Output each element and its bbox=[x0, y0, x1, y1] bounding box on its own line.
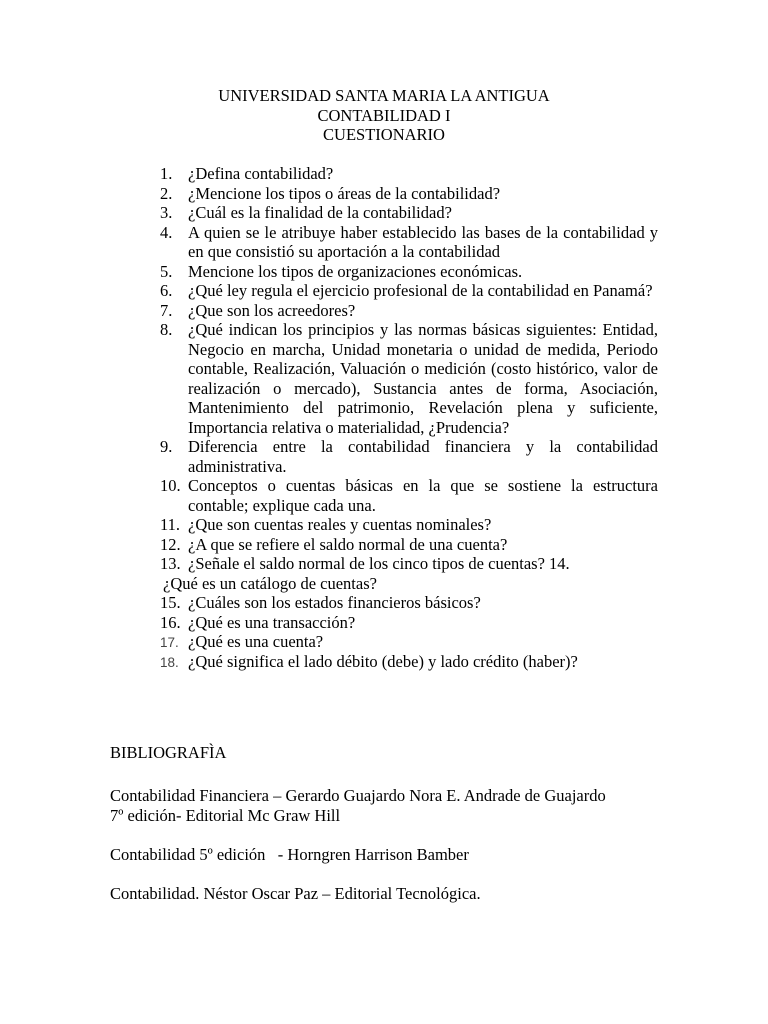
bibliography-entry-line: Contabilidad. Néstor Oscar Paz – Editorial Tecnológica. bbox=[110, 884, 481, 903]
question-item bbox=[0, 184, 658, 204]
question-number: 12. bbox=[160, 534, 181, 554]
question-number: 2. bbox=[160, 183, 173, 203]
document-header bbox=[110, 86, 658, 145]
course-name: CONTABILIDAD I bbox=[317, 105, 451, 125]
question-number: 5. bbox=[160, 261, 173, 281]
question-text: ¿Cuáles son los estados financieros básicos? bbox=[188, 593, 481, 612]
question-item bbox=[0, 593, 658, 613]
question-number: 1. bbox=[160, 164, 173, 183]
question-text: ¿Qué significa el lado débito (debe) y lado crédito (haber)? bbox=[188, 651, 578, 671]
question-item bbox=[0, 281, 658, 301]
question-number: 3. bbox=[160, 203, 173, 222]
bibliography-entry bbox=[110, 786, 670, 825]
question-item bbox=[0, 320, 658, 437]
question-item bbox=[0, 515, 658, 535]
question-item bbox=[0, 535, 658, 555]
question-item bbox=[0, 632, 658, 652]
document-title: CUESTIONARIO bbox=[323, 125, 445, 144]
question-item bbox=[0, 613, 658, 633]
question-text: ¿Qué es una cuenta? bbox=[188, 632, 324, 651]
university-name: UNIVERSIDAD SANTA MARIA LA ANTIGUA bbox=[218, 86, 550, 105]
question-text: ¿Señale el saldo normal de los cinco tipos de cuentas? 14. bbox=[188, 554, 570, 573]
question-item bbox=[0, 223, 658, 262]
question-number: 13. bbox=[160, 554, 181, 573]
question-item bbox=[0, 164, 658, 184]
bibliography-entry bbox=[110, 845, 670, 865]
bibliography-heading: BIBLIOGRAFÌA bbox=[110, 743, 227, 762]
question-text: Mencione los tipos de organizaciones económicas. bbox=[188, 261, 523, 281]
question-text: ¿Cuál es la finalidad de la contabilidad? bbox=[188, 203, 452, 222]
question-number: 10. bbox=[160, 476, 181, 495]
question-text: ¿Qué indican los principios y las normas básicas siguientes: Entidad, Negocio en marcha, Unidad monetaria o unidad de medida, Periodo contable, Realización, Valuación o medición (costo histórico, valor de realización o mercado), Sustancia antes de forma, Asociación, Mantenimiento del patrimonio, Revelación plena y suficiente, Importancia relativa o materialidad, ¿Prudencia? bbox=[188, 320, 658, 437]
bibliography-entry bbox=[110, 884, 670, 904]
question-item bbox=[0, 554, 658, 574]
question-item bbox=[0, 262, 658, 282]
question-text: ¿Defina contabilidad? bbox=[188, 164, 334, 183]
question-number: 16. bbox=[160, 612, 181, 632]
question-text: Conceptos o cuentas básicas en la que se sostiene la estructura contable; explique cada una. bbox=[188, 476, 658, 515]
question-item bbox=[0, 301, 658, 321]
question-item bbox=[0, 652, 658, 672]
question-list bbox=[0, 164, 768, 671]
bibliography-entry-line: Contabilidad 5º edición - Horngren Harrison Bamber bbox=[110, 845, 469, 864]
question-number: 7. bbox=[160, 300, 173, 320]
question-text: ¿Qué es un catálogo de cuentas? bbox=[163, 573, 377, 593]
question-number: 18. bbox=[160, 654, 179, 670]
question-text: ¿Qué ley regula el ejercicio profesional de la contabilidad en Panamá? bbox=[188, 281, 653, 300]
question-number: 17. bbox=[160, 635, 179, 650]
question-text: A quien se le atribuye haber establecido las bases de la contabilidad y en que consistió su aportación a la contabilidad bbox=[188, 222, 658, 261]
question-number: 15. bbox=[160, 593, 181, 612]
question-item bbox=[0, 437, 658, 476]
bibliography-entry-line: Contabilidad Financiera – Gerardo Guajardo Nora E. Andrade de Guajardo bbox=[110, 786, 606, 805]
question-item-continuation bbox=[0, 574, 663, 594]
question-text: ¿Qué es una transacción? bbox=[188, 612, 356, 632]
question-item bbox=[0, 476, 658, 515]
question-text: ¿Que son cuentas reales y cuentas nominales? bbox=[188, 515, 492, 534]
question-number: 11. bbox=[160, 515, 181, 534]
bibliography-entry-line: 7º edición- Editorial Mc Graw Hill bbox=[110, 805, 341, 825]
question-number: 4. bbox=[160, 222, 173, 242]
question-number: 8. bbox=[160, 320, 173, 339]
question-text: ¿A que se refiere el saldo normal de una cuenta? bbox=[188, 534, 508, 554]
question-text: ¿Mencione los tipos o áreas de la contabilidad? bbox=[188, 183, 501, 203]
question-number: 9. bbox=[160, 437, 173, 456]
question-number: 6. bbox=[160, 281, 173, 300]
question-item bbox=[0, 203, 658, 223]
question-text: Diferencia entre la contabilidad financiera y la contabilidad administrativa. bbox=[188, 437, 658, 476]
question-text: ¿Que son los acreedores? bbox=[188, 300, 356, 320]
